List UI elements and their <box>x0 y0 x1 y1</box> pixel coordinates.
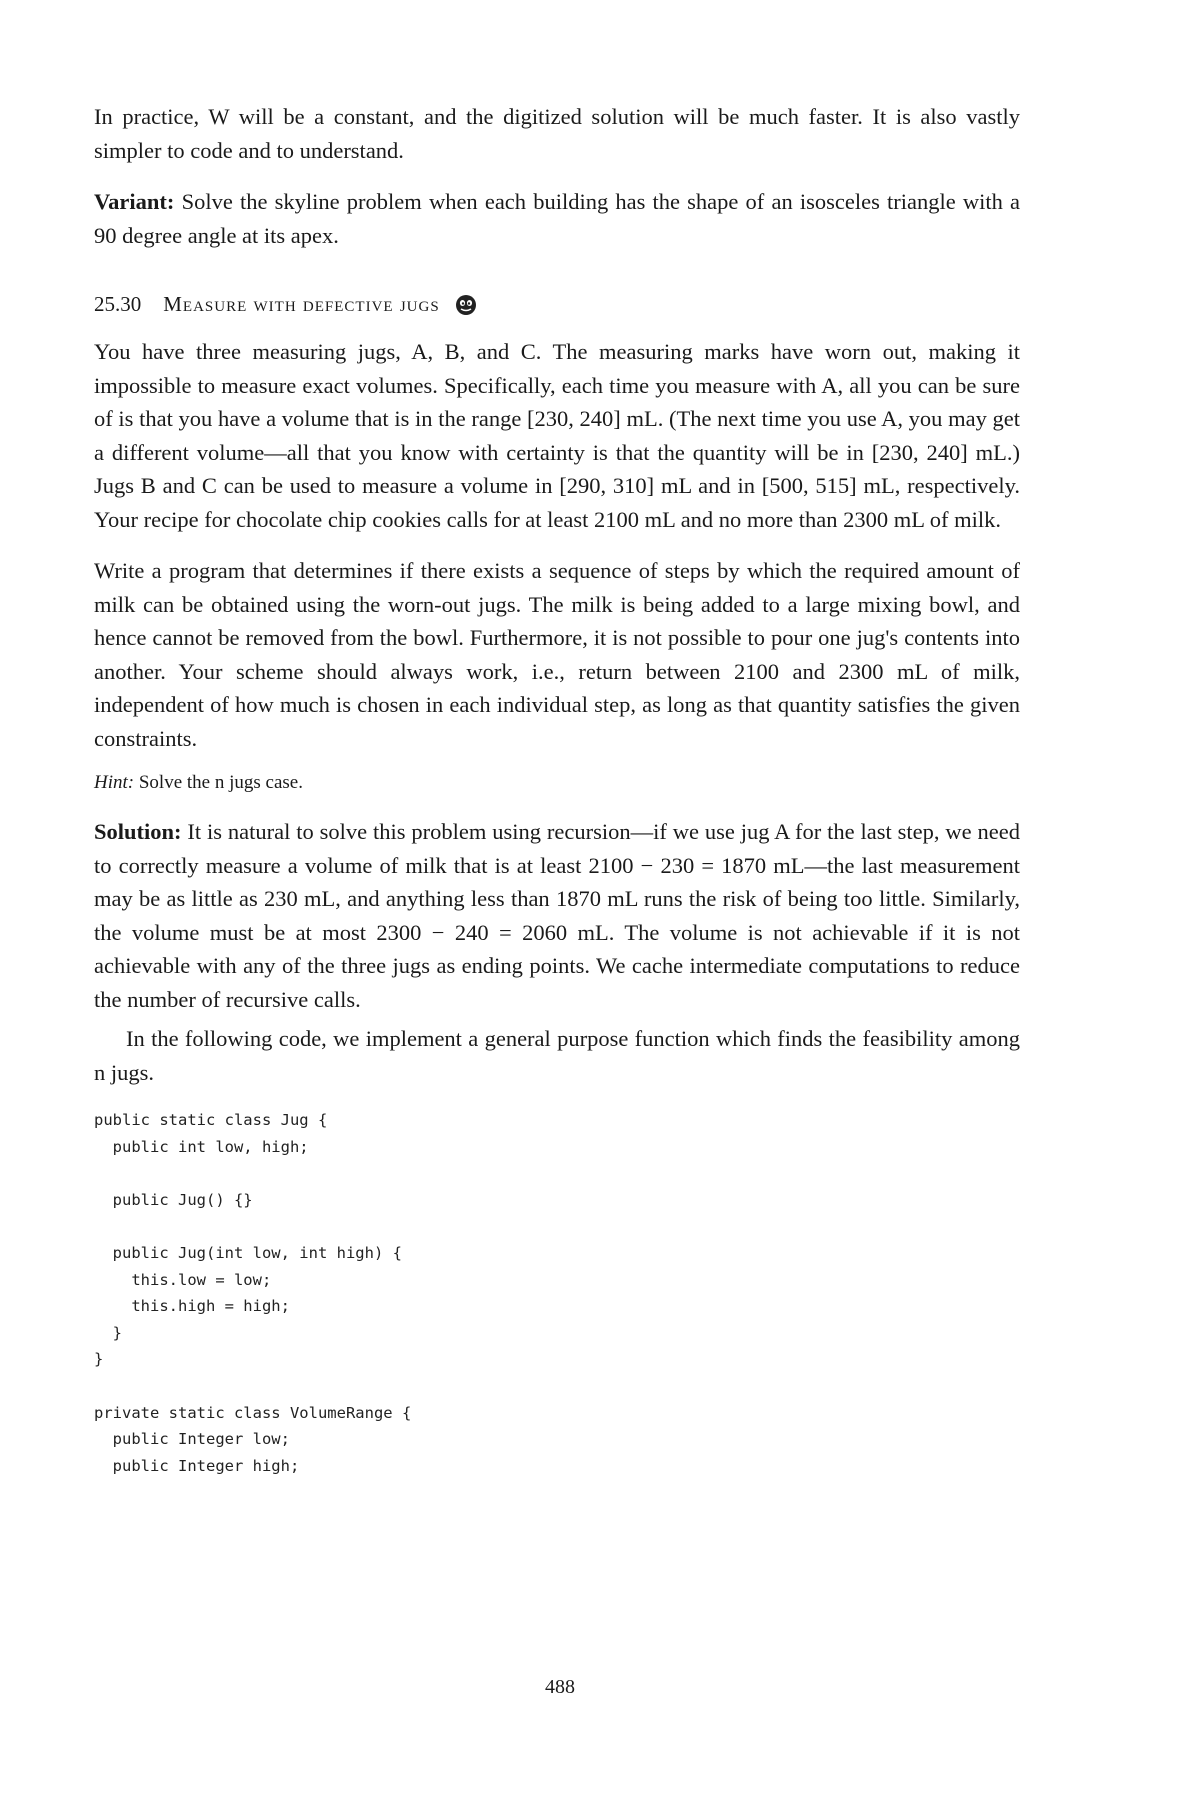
difficulty-face-icon <box>454 293 478 317</box>
hint-label: Hint: <box>94 772 135 793</box>
variant-label: Variant: <box>94 189 175 214</box>
problem-statement: You have three measuring jugs, A, B, and C. The measuring marks have worn out, making it impossible to measure exact volumes. Specifically, each time you measure with A, all you can be sure of is that you have a volume that is in the range [230, 240] mL. (The next time you use A, you may get a different volume—all that you know with certainty is that the quantity will be in [230, 240] mL.) Jugs B and C can be used to measure a volume in [290, 310] mL and in [500, 515] mL, respectively. Your recipe for chocolate chip cookies calls for at least 2100 mL and no more than 2300 mL of milk. <box>94 339 1020 532</box>
page-number: 488 <box>545 1676 575 1698</box>
page-content <box>94 100 1020 1479</box>
section-title: Measure with defective jugs <box>163 292 440 316</box>
code-listing: public static class Jug { public int low, high; public Jug() {} public Jug(int low, int high) { this.low = low; this.high = high; } } private static class VolumeRange { public Integer low; public Integer high; <box>94 1111 412 1475</box>
hint-paragraph <box>94 769 1020 797</box>
hint-text: Solve the n jugs case. <box>138 772 303 793</box>
paragraph-intro: In practice, W will be a constant, and the digitized solution will be much faster. It is also vastly simpler to code and to understand. <box>94 104 1020 163</box>
section-number: 25.30 <box>94 292 142 316</box>
section-heading <box>94 292 1020 317</box>
variant-paragraph <box>94 185 1020 252</box>
solution-text: It is natural to solve this problem using recursion—if we use jug A for the last step, we need to correctly measure a volume of milk that is at least 2100 − 230 = 1870 mL—the last measurement may be as little as 230 mL, and anything less than 1870 mL runs the risk of being too little. Similarly, the volume must be at most 2300 − 240 = 2060 mL. The volume is not achievable if it is not achievable with any of the three jugs as ending points. We cache intermediate computations to reduce the number of recursive calls. <box>94 819 1021 1012</box>
solution-paragraph <box>94 815 1020 1016</box>
code-intro-paragraph: In the following code, we implement a general purpose function which finds the feasibility among n jugs. <box>94 1026 1020 1085</box>
variant-text: Solve the skyline problem when each building has the shape of an isosceles triangle with a 90 degree angle at its apex. <box>94 189 1021 248</box>
task-statement: Write a program that determines if there exists a sequence of steps by which the required amount of milk can be obtained using the worn-out jugs. The milk is being added to a large mixing bowl, and hence cannot be removed from the bowl. Furthermore, it is not possible to pour one jug's contents into another. Your scheme should always work, i.e., return between 2100 and 2300 mL of milk, independent of how much is chosen in each individual step, as long as that quantity satisfies the given constraints. <box>94 558 1020 751</box>
solution-label: Solution: <box>94 819 182 844</box>
